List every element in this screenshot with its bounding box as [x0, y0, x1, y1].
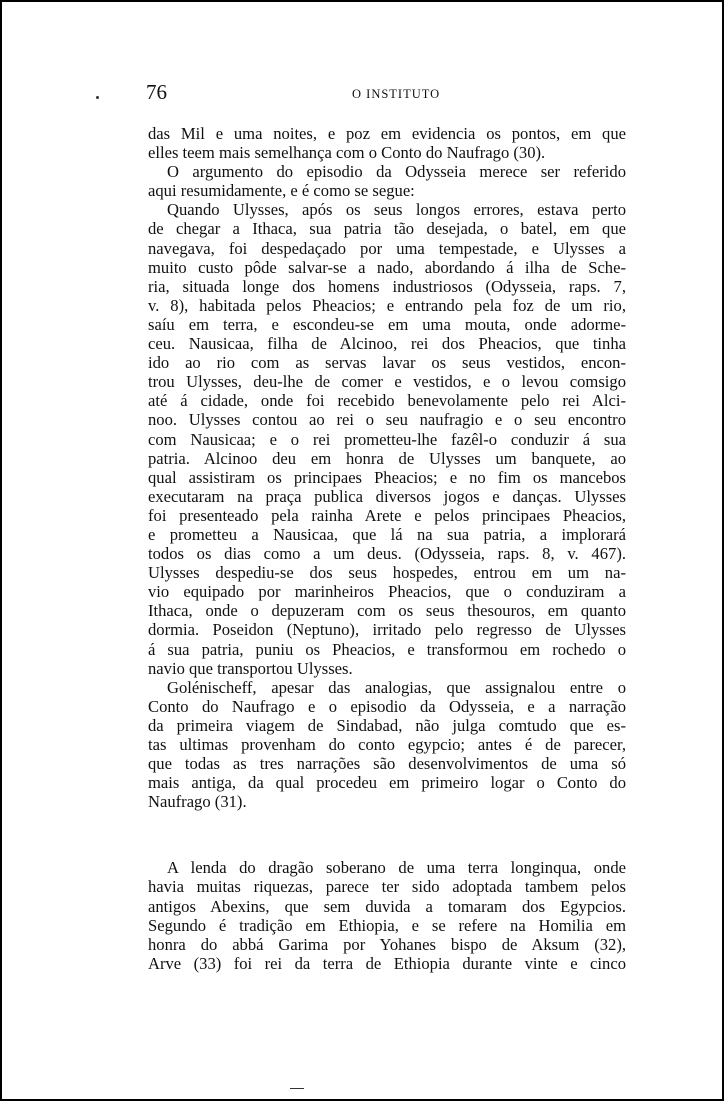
text-line: Ithaca, onde o depuzeram com os seus thesouros, em quanto — [148, 601, 626, 621]
text-line: O argumento do episodio da Odysseia merece ser referido — [167, 162, 626, 182]
text-line: Golénischeff, apesar das analogias, que assignalou entre o — [167, 677, 626, 697]
section-gap — [148, 811, 626, 858]
page-body — [148, 124, 626, 973]
text-line: elles teem mais semelhança com o Conto do Naufrago (30). — [148, 143, 546, 163]
page-header — [146, 80, 626, 108]
text-line: ido ao rio com as servas lavar os seus vestidos, encon- — [148, 353, 626, 373]
running-title: O INSTITUTO — [352, 87, 441, 101]
text-line: vio equipado por marinheiros Pheacios, que o conduziram a — [148, 582, 626, 602]
text-line: de chegar a Ithaca, sua patria tão desejada, o batel, em que — [148, 219, 626, 239]
text-line: patria. Alcinoo deu em honra de Ulysses um banquete, ao — [148, 448, 626, 468]
paragraph-5 — [148, 858, 626, 973]
text-line: todos os dias como a um deus. (Odysseia, raps. 8, v. 467). — [148, 544, 626, 564]
text-line: antigos Abexins, que sem duvida a tomaram dos Egypcios. — [148, 896, 626, 916]
text-line: muito custo pôde salvar-se a nado, abordando á ilha de Sche- — [148, 257, 626, 277]
paragraph-2 — [148, 162, 626, 200]
text-line: da primeira viagem de Sindabad, não julga comtudo que es- — [148, 715, 626, 735]
text-line: Arve (33) foi rei da terra de Ethiopia durante vinte e cinco — [148, 953, 626, 973]
scan-mark — [96, 96, 99, 99]
text-line: aqui resumidamente, e é como se segue: — [148, 181, 415, 201]
paragraph-4 — [148, 678, 626, 812]
text-line: Quando Ulysses, após os seus longos errores, estava perto — [167, 200, 626, 220]
text-line: A lenda do dragão soberano de uma terra longinqua, onde — [167, 858, 626, 878]
text-line: navio que transportou Ulysses. — [148, 658, 353, 678]
scan-mark — [290, 1088, 304, 1089]
text-line: dormia. Poseidon (Neptuno), irritado pelo regresso de Ulysses — [148, 620, 626, 640]
text-line: mais antiga, da qual procedeu em primeiro logar o Conto do — [148, 773, 626, 793]
text-line: e prometteu a Nausicaa, que lá na sua patria, a implorará — [148, 524, 626, 544]
paragraph-3 — [148, 200, 626, 677]
text-line: navegava, foi despedaçado por uma tempestade, e Ulysses a — [148, 238, 626, 258]
page-number: 76 — [146, 80, 167, 104]
text-line: ceu. Nausicaa, filha de Alcinoo, rei dos Pheacios, que tinha — [148, 334, 626, 354]
text-line: á sua patria, puniu os Pheacios, e transformou em rochedo o — [148, 639, 626, 659]
text-line: tas ultimas provenham do conto egypcio; antes é de parecer, — [148, 735, 626, 754]
text-line: noo. Ulysses contou ao rei o seu naufragio e o seu encontro — [148, 410, 626, 430]
text-line: qual assistiram os principaes Pheacios; e no fim os mancebos — [148, 467, 626, 487]
text-line: ria, situada longe dos homens industriosos (Odysseia, raps. 7, — [148, 276, 626, 296]
text-line: executaram na praça publica diversos jogos e danças. Ulysses — [148, 486, 626, 506]
text-line: honra do abbá Garima por Yohanes bispo de Aksum (32), — [148, 934, 626, 954]
text-line: havia muitas riquezas, parece ter sido adoptada tambem pelos — [148, 877, 626, 897]
text-line: Ulysses despediu-se dos seus hospedes, entrou em um na- — [148, 563, 626, 583]
text-line: que todas as tres narrações são desenvolvimentos de uma só — [148, 754, 626, 774]
text-line: saíu em terra, e escondeu-se em uma mouta, onde adorme- — [148, 314, 626, 334]
text-line: Conto do Naufrago e o episodio da Odysseia, e a narração — [148, 696, 626, 716]
text-line: até á cidade, onde foi recebido benevolamente pelo rei Alci- — [148, 391, 626, 411]
text-line: das Mil e uma noites, e poz em evidencia os pontos, em que — [148, 124, 626, 143]
text-line: v. 8), habitada pelos Pheacios; e entrando pela foz de um rio, — [148, 295, 626, 315]
text-line: foi presenteado pela rainha Arete e pelos principaes Pheacios, — [148, 505, 626, 525]
text-line: trou Ulysses, deu-lhe de comer e vestidos, e o levou comsigo — [148, 372, 626, 392]
text-line: com Nausicaa; e o rei prometteu-lhe fazêl-o conduzir á sua — [148, 429, 626, 449]
text-line: Segundo é tradição em Ethiopia, e se refere na Homilia em — [148, 915, 626, 935]
paragraph-1 — [148, 124, 626, 162]
text-line: Naufrago (31). — [148, 792, 247, 812]
